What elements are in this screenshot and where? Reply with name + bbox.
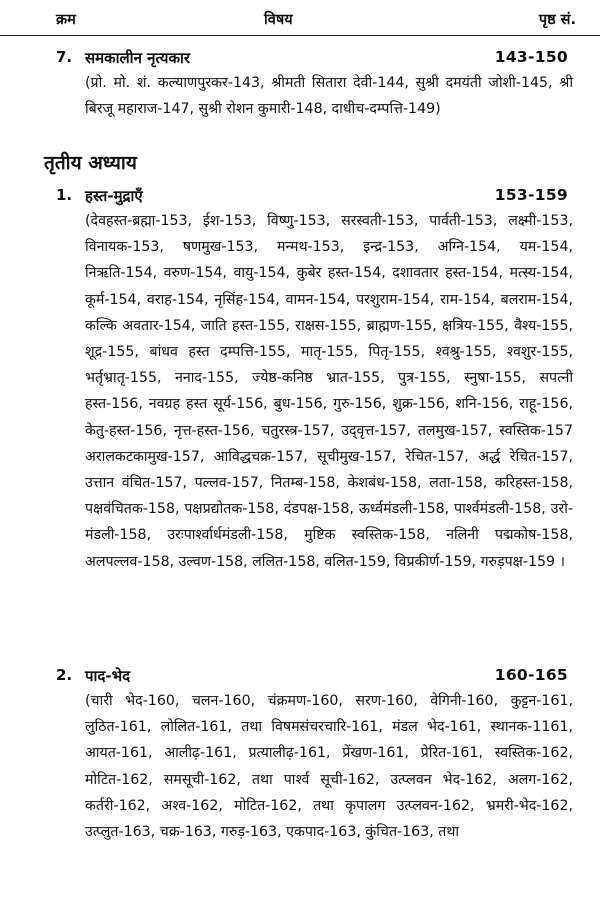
section-body: (देवहस्त-ब्रह्मा-153, ईश-153, विष्णु-153, सरस्वती-153, पार्वती-153, लक्ष्मी-153, विनायक-153, षणमुख-153, मन्मथ-153, इन्द्र-153, अग्नि-154, यम-154, निऋति-154, वरुण-154, वायु-154, कुबेर हस्त-154, दशावतार हस्त-154, मत्स्य-154, कूर्म-154, वराह-154, नृसिंह-154, वामन-154, परशुराम-154, राम-154, बलराम-154, कल्कि अवतार-154, जाति हस्त-155, राक्षस-155, ब्राह्मण-155, क्षत्रिय-155, वैश्य-155, शूद्र-155, बांधव हस्त दम्पत्ति-155, मातृ-155, पितृ-155, श्वश्रु-155, श्वशुर-155, भर्तृभ्रातृ-155, ननाद-155, ज्येष्ठ-कनिष्ठ भ्रात-155, पुत्र-155, स्नुषा-155, सपत्नी हस्त-156, नवग्रह हस्त सूर्य-156, बुध-156, गुरु-156, शुक्र-156, शनि-156, राहू-156, केतु-हस्त-156, नृत्त-हस्त-156, चतुरस्त्र-157, उद्‌वृत्त-157, तलमुख-157, स्वस्तिक-157 अरालकटकामुख-157, आविद्धचक्र-157, सूचीमुख-157, रेचित-157, अर्द्ध रेचित-157, उत्तान वंचित-157, पल्लव-157, नितम्ब-158, केशबंध-158, लता-158, करिहस्त-158, पक्षवंचितक-158, पक्षप्रद्योतक-158, दंडपक्ष-158, ऊर्ध्वमंडली-158, पार्श्वमंडली-158, उरो-मंडली-158, उरःपार्श्वार्धमंडली-158, मुष्टिक स्वस्तिक-158, नलिनी पद्मकोष-158, अलपल्लव-158, उल्वण-158, ललित-158, वलित-159, विप्रकीर्ण-159, गरुड़पक्ष-159 । xyxy=(85,213,573,570)
section-title: समकालीन नृत्यकार xyxy=(85,49,191,67)
chapter-heading: तृतीय अध्याय xyxy=(44,152,137,174)
table-header xyxy=(0,0,600,36)
section-number: 7. xyxy=(56,48,73,66)
section-body: (चारी भेद-160, चलन-160, चंक्रमण-160, सरण-160, वेगिनी-160, कुट्टन-161, लुठित-161, लोलित-161, तथा विषमसंचरचारि-161, मंडल भेद-161, स्थानक-1161, आयत-161, आलीढ़-161, प्रत्यालीढ़-161, प्रेंखण-161, प्रेरित-161, स्वस्तिक-162, मोटित-162, समसूची-162, तथा पार्श्व सूची-162, उत्प्लवन भेद-162, अलग-162, कर्तरी-162, अश्व-162, मोटित-162, तथा कृपालग उत्प्लवन-162, भ्रमरी-भेद-162, उत्प्लुत-163, चक्र-163, गरुड़-163, एकपाद-163, कुंचित-163, तथा xyxy=(85,693,573,841)
section-page-range: 160-165 xyxy=(494,666,568,684)
section-number: 1. xyxy=(56,186,73,204)
section-page-range: 143-150 xyxy=(494,48,568,66)
section-body: (प्रो. मो. शं. कल्याणपुरकर-143, श्रीमती सितारा देवी-144, सुश्री दमयंती जोशी-145, श्री बिरजू महाराज-147, सुश्री रोशन कुमारी-148, दाधीच-दम्पत्ति-149) xyxy=(85,75,573,118)
column-header-subject: विषय xyxy=(264,12,293,28)
section-page-range: 153-159 xyxy=(494,186,568,204)
column-header-serial: क्रम xyxy=(56,12,76,28)
section-title: हस्त-मुद्राएँ xyxy=(85,187,143,205)
section-title: पाद-भेद xyxy=(85,667,131,685)
column-header-page-number: पृष्ठ सं. xyxy=(538,12,576,28)
section-number: 2. xyxy=(56,666,73,684)
